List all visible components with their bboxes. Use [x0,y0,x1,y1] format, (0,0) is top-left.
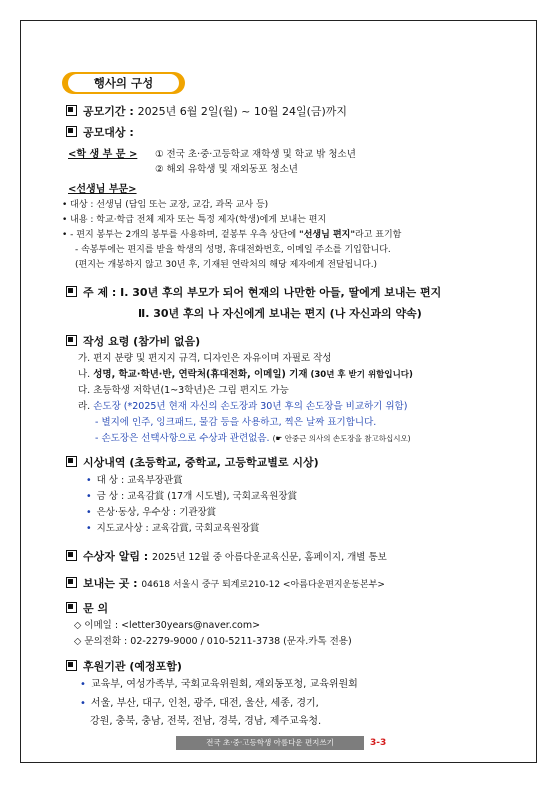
teacher-item-3 [62,227,401,240]
period-row [66,103,347,119]
checkbox-icon [66,660,77,671]
award-item-1-text: 대 상 : 교육부장관賞 [96,475,183,486]
checkbox-icon [66,602,77,613]
student-item-2: ② 해외 유학생 및 재외동포 청소년 [155,164,298,175]
award-item-2-text: 금 상 : 교육감賞 (17개 시도별), 국회교육원장賞 [96,491,298,502]
teacher-item-5: (편지는 개봉하지 않고 30년 후, 기재된 연락처의 해당 제자에게 전달됩니다.) [75,260,378,270]
sponsors-line-3: 강원, 충북, 충남, 전북, 전남, 경북, 경남, 제주교육청. [90,716,322,727]
teacher-item-3-tail: 라고 표기함 [355,230,402,240]
awards-row [66,454,319,470]
guide-d2-note: (☛ 안중근 의사의 손도장을 참고하십시오) [272,434,411,443]
theme-label: 주 제 : [83,286,117,299]
award-item-2 [86,488,297,502]
guide-b-note: (30년 후 받기 위함입니다) [307,370,413,380]
teacher-letter-mark: "선생님 편지" [299,230,356,240]
guide-d2-text: - 손도장은 선택사항으로 수상과 관련없음. [95,433,270,444]
teacher-item-4: - 속봉투에는 편지를 받을 학생의 성명, 휴대전화번호, 이메일 주소를 기입합니다. [75,245,391,255]
bullet-icon: • [86,475,92,486]
checkbox-icon [66,126,77,137]
theme-row [66,284,441,300]
sponsors-line-1-text: 교육부, 여성가족부, 국회교육위원회, 재외동포청, 교육위원회 [90,679,358,690]
guide-label: 작성 요령 (참가비 없음) [83,335,201,348]
target-row [66,124,134,140]
guide-d2 [95,430,411,444]
award-item-4 [86,520,259,534]
period-label: 공모기간 : [83,105,134,118]
period-value: 2025년 6월 2일(월) ~ 10월 24일(금)까지 [137,105,348,118]
checkbox-icon [66,286,77,297]
contact-phone: ◇ 문의전화 : 02-2279-9000 / 010-5211-3738 (문자.카톡 전용) [74,636,352,647]
sponsors-line-2-text: 서울, 부산, 대구, 인천, 광주, 대전, 울산, 세종, 경기, [90,698,319,709]
guide-d1: - 별지에 인주, 잉크패드, 물감 등을 사용하고, 찍은 날짜 표기합니다. [95,417,377,428]
footer-label: 전국 초·중·고등학생 아름다운 편지쓰기 [176,736,364,750]
award-item-3 [86,504,216,518]
theme-line-2: Ⅱ. 30년 후의 나 자신에게 보내는 편지 (나 자신과의 약속) [138,307,422,320]
notice-label: 수상자 알림 : [83,550,149,563]
guide-d-blue: 손도장 (*2025년 현재 자신의 손도장과 30년 후의 손도장을 비교하기 위함) [93,401,408,412]
theme-line-1: Ⅰ. 30년 후의 부모가 되어 현재의 나만한 아들, 딸에게 보내는 편지 [120,286,442,299]
checkbox-icon [66,550,77,561]
bullet-icon: • [80,698,86,709]
award-item-3-text: 은상·동상, 우수상 : 기관장賞 [96,507,217,518]
notice-row [66,548,387,564]
send-row [66,575,385,591]
checkbox-icon [66,335,77,346]
guide-d-prefix: 라. [78,401,94,412]
guide-b-prefix: 나. [78,369,94,380]
bullet-icon: • [80,679,86,690]
student-division: <학 생 부 문 > [68,149,138,160]
guide-d [78,398,407,412]
bullet-icon: • [86,507,92,518]
checkbox-icon [66,577,77,588]
award-item-4-text: 지도교사상 : 교육감賞, 국회교육원장賞 [96,523,260,534]
sponsors-line-2 [80,694,319,709]
student-item-1: ① 전국 초·중·고등학교 재학생 및 학교 밖 청소년 [155,149,356,160]
contact-row [66,600,108,616]
sponsors-row [66,658,182,674]
teacher-division: <선생님 부문> [68,184,137,195]
send-label: 보내는 곳 : [83,577,138,590]
teacher-item-3-text: • - 편지 봉투는 2개의 봉투를 사용하며, 겉봉투 우측 상단에 [62,230,297,240]
guide-row [66,333,200,349]
bullet-icon: • [86,523,92,534]
guide-c: 다. 초등학생 저학년(1~3학년)은 그림 편지도 가능 [78,385,289,396]
guide-b-bold: 성명, 학교·학년·반, 연락처(휴대전화, 이메일) 기재 [93,369,308,380]
teacher-item-2: • 내용 : 학교·학급 전체 제자 또는 특정 제자(학생)에게 보내는 편지 [62,215,327,225]
sponsors-line-1 [80,675,358,690]
teacher-item-1: • 대상 : 선생님 (담임 또는 교장, 교감, 과목 교사 등) [62,200,269,210]
checkbox-icon [66,456,77,467]
awards-label: 시상내역 (초등학교, 중학교, 고등학교별로 시상) [83,456,319,469]
section-header [62,72,185,94]
contact-email: ◇ 이메일 : <letter30years@naver.com> [74,620,261,631]
header-title: 행사의 구성 [68,74,179,92]
page-number: 3-3 [370,738,387,748]
notice-value: 2025년 12월 중 아름다운교육신문, 홈페이지, 개별 통보 [152,552,387,563]
sponsors-label: 후원기관 (예정포함) [83,660,182,673]
guide-a: 가. 편지 분량 및 편지지 규격, 디자인은 자유이며 자필로 작성 [78,353,332,364]
guide-b [78,366,413,380]
target-label: 공모대상 : [83,126,134,139]
checkbox-icon [66,105,77,116]
bullet-icon: • [86,491,92,502]
contact-label: 문 의 [83,602,109,615]
award-item-1 [86,472,183,486]
send-value: 04618 서울시 중구 퇴계로210-12 <아름다운편지운동본부> [141,580,385,590]
